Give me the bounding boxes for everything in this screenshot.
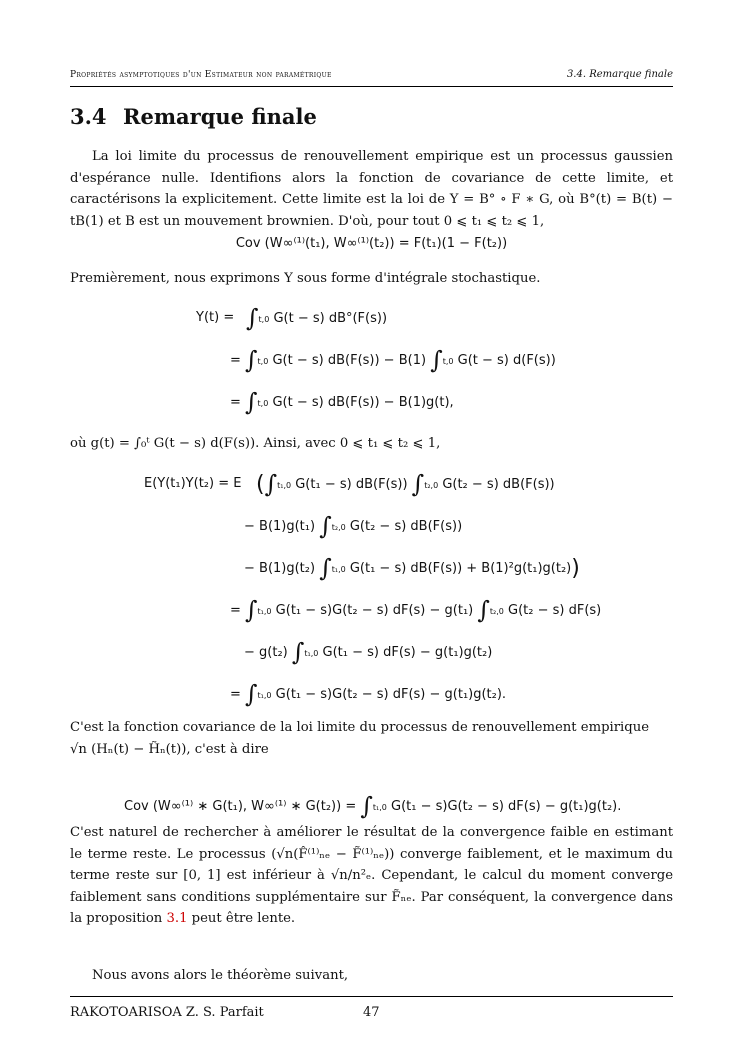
integral-sign: ∫ [291, 638, 305, 666]
equation-e-line-1: (∫t₁,0 G(t₁ − s) dB(F(s)) ∫t₂,0 G(t₂ − s) dB(F(s)) [256, 470, 555, 498]
proposition-reference-link[interactable]: 3.1 [166, 911, 188, 927]
integral-sign: ∫ [246, 304, 259, 332]
footer-rule [70, 996, 673, 997]
paragraph-covariance-function-line-1: C'est la fonction covariance de la loi limite du processus de renouvellement empirique [70, 720, 650, 735]
open-paren: ( [256, 472, 265, 497]
equation-e-lhs: E(Y(t₁)Y(t₂) = E [144, 476, 242, 491]
equation-e-line-5: − g(t₂) ∫t₁,0 G(t₁ − s) dF(s) − g(t₁)g(t₂) [244, 638, 493, 666]
equation-e-line-2: − B(1)g(t₁) ∫t₂,0 G(t₂ − s) dB(F(s)) [244, 512, 463, 540]
footer-author: RAKOTOARISOA Z. S. Parfait [70, 1005, 264, 1020]
equation-y-lhs: Y(t) = [196, 310, 235, 325]
paragraph-remainder [70, 822, 673, 930]
equation-e-line-6: = ∫t₁,0 G(t₁ − s)G(t₂ − s) dF(s) − g(t₁)g(t₂). [230, 680, 507, 708]
equation-e-line-1-left: G(t₁ − s) dB(F(s)) [295, 477, 408, 492]
integral-sign: ∫ [245, 388, 258, 416]
equation-e-line-6-text: G(t₁ − s)G(t₂ − s) dF(s) − g(t₁)g(t₂). [275, 687, 507, 702]
integral-sign: ∫ [245, 680, 258, 708]
section-heading [70, 104, 317, 129]
integral-sign: ∫ [245, 596, 258, 624]
section-title: Remarque finale [123, 104, 317, 129]
equation-y-line-3: = ∫t,0 G(t − s) dB(F(s)) − B(1)g(t), [230, 388, 454, 416]
equation-e-line-5-right: G(t₁ − s) dF(s) − g(t₁)g(t₂) [322, 645, 493, 660]
equation-e-line-4: = ∫t₁,0 G(t₁ − s)G(t₂ − s) dF(s) − g(t₁) ∫t₂,0 G(t₂ − s) dF(s) [230, 596, 602, 624]
equation-e-line-2-left: − B(1)g(t₁) [244, 519, 316, 534]
equation-y-line-1-text: G(t − s) dB°(F(s)) [273, 311, 388, 326]
equation-e-line-3: − B(1)g(t₂) ∫t₁,0 G(t₁ − s) dB(F(s)) + B(1)²g(t₁)g(t₂)) [244, 554, 580, 582]
equation-y-line-3-text: G(t − s) dB(F(s)) − B(1)g(t), [272, 395, 454, 410]
equation-covariance-2-left: Cov (W∞⁽¹⁾ ∗ G(t₁), W∞⁽¹⁾ ∗ G(t₂)) = [124, 799, 357, 814]
paragraph-theorem-intro: Nous avons alors le théorème suivant, [92, 968, 349, 983]
section-number: 3.4 [70, 104, 107, 129]
integral-sign: ∫ [245, 346, 258, 374]
equation-covariance-1: Cov (W∞⁽¹⁾(t₁), W∞⁽¹⁾(t₂)) = F(t₁)(1 − F(t₂)) [235, 236, 508, 251]
equation-y-line-1: ∫t,0 G(t − s) dB°(F(s)) [246, 304, 388, 332]
equation-e-line-3-right: G(t₁ − s) dB(F(s)) + B(1)²g(t₁)g(t₂) [349, 561, 572, 576]
integral-sign: ∫ [319, 512, 332, 540]
paragraph-stochastic: Premièrement, nous exprimons Y sous forme d'intégrale stochastique. [70, 271, 541, 286]
equation-covariance-2-right: G(t₁ − s)G(t₂ − s) dF(s) − g(t₁)g(t₂). [391, 799, 622, 814]
close-paren: ) [571, 556, 580, 581]
equation-y-line-2-left: G(t − s) dB(F(s)) − B(1) [272, 353, 427, 368]
equation-y-line-2: = ∫t,0 G(t − s) dB(F(s)) − B(1) ∫t,0 G(t − s) d(F(s)) [230, 346, 556, 374]
equation-e-line-5-left: − g(t₂) [244, 645, 288, 660]
paragraph-g-definition: où g(t) = ∫₀ᵗ G(t − s) d(F(s)). Ainsi, avec 0 ⩽ t₁ ⩽ t₂ ⩽ 1, [70, 436, 441, 451]
equation-e-line-2-right: G(t₂ − s) dB(F(s)) [349, 519, 463, 534]
header-rule [70, 86, 673, 87]
equation-y-line-2-right: G(t − s) d(F(s)) [457, 353, 556, 368]
integral-sign: ∫ [360, 792, 373, 820]
integral-sign: ∫ [411, 470, 425, 498]
equation-e-line-3-left: − B(1)g(t₂) [244, 561, 316, 576]
paragraph-intro: La loi limite du processus de renouvellement empirique est un processus gaussien d'espérance nulle. Identifions alors la fonction de covariance de cette limite, et caractérisons la explicitement. Cette limite est la loi de Y = B° ∘ F ∗ G, où B°(t) = B(t) − tB(1) et B est un mouvement brownien. D'où, pour tout 0 ⩽ t₁ ⩽ t₂ ⩽ 1, [70, 149, 673, 229]
paragraph-covariance-function [70, 717, 673, 760]
running-header-section: 3.4. Remarque finale [566, 69, 673, 80]
integral-sign: ∫ [319, 554, 332, 582]
paragraph-remainder-text: C'est naturel de rechercher à améliorer le résultat de la convergence faible en estimant le terme reste. Le processus (√n(F̂⁽¹⁾ₙₑ − F̃⁽¹⁾ₙₑ)) converge faiblement, et le maximum du terme reste sur [0, 1] est inférieur à √n/n²ₑ. Cependant, le calcul du moment converge faiblement sans conditions supplémentaire sur F̃ₙₑ. Par conséquent, la convergence dans la proposition [70, 825, 673, 927]
equation-e-line-4-left: G(t₁ − s)G(t₂ − s) dF(s) − g(t₁) [275, 603, 474, 618]
running-header-title: Propriétés asymptotiques d'un Estimateur non paramétrique [70, 70, 332, 80]
paragraph-remainder-end: peut être lente. [191, 911, 296, 927]
integral-sign: ∫ [264, 470, 278, 498]
equation-e-line-1-right: G(t₂ − s) dB(F(s)) [442, 477, 555, 492]
integral-sign: ∫ [430, 346, 443, 374]
equation-covariance-2: Cov (W∞⁽¹⁾ ∗ G(t₁), W∞⁽¹⁾ ∗ G(t₂)) = ∫t₁,0 G(t₁ − s)G(t₂ − s) dF(s) − g(t₁)g(t₂). [124, 792, 622, 820]
page-number: 47 [363, 1005, 380, 1020]
paragraph-covariance-function-line-2: √n (Hₙ(t) − H̃ₙ(t)), c'est à dire [70, 741, 269, 757]
integral-sign: ∫ [477, 596, 490, 624]
equation-e-line-4-right: G(t₂ − s) dF(s) [508, 603, 602, 618]
